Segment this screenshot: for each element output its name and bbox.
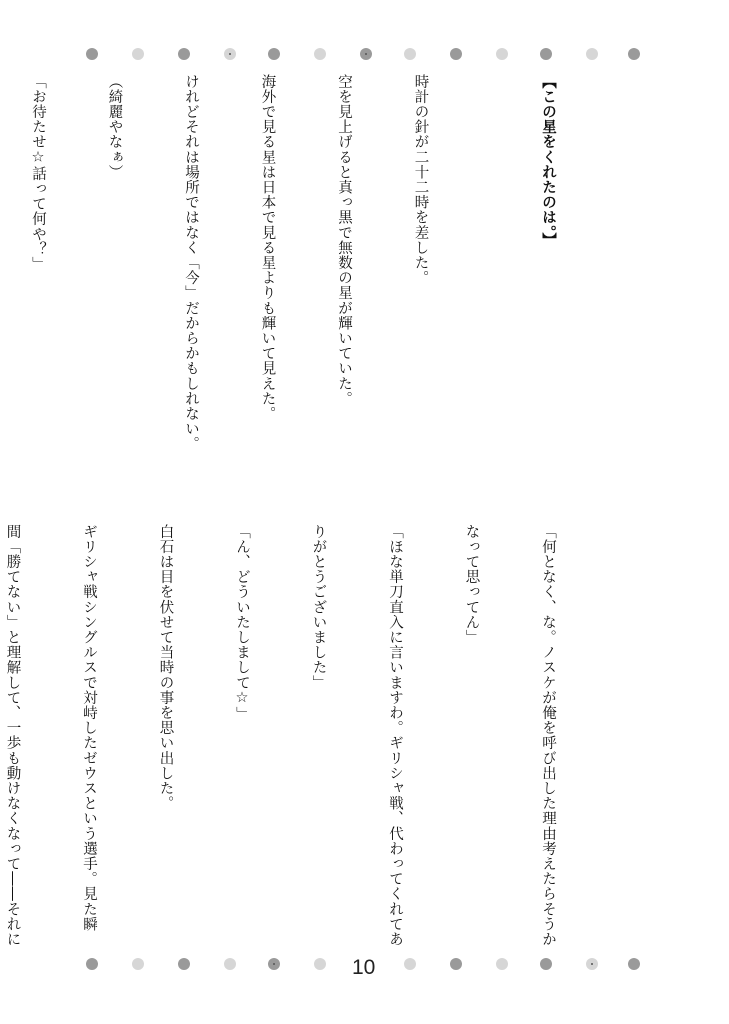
text-line: 「ん、どういたしまして☆」 bbox=[234, 524, 250, 722]
dot-icon bbox=[132, 48, 144, 60]
text-line: 「ほな単刀直入に言いますわ。ギリシャ戦、代わってくれてあ bbox=[387, 524, 403, 947]
upper-text-block bbox=[0, 74, 611, 504]
dot-icon bbox=[586, 48, 598, 60]
text-line: りがとうございました」 bbox=[310, 524, 327, 691]
dot-icon bbox=[404, 958, 416, 970]
dot-icon bbox=[268, 48, 280, 60]
dot-icon bbox=[178, 958, 190, 970]
dot-icon bbox=[268, 958, 280, 970]
dot-icon bbox=[86, 958, 98, 970]
dot-icon bbox=[628, 48, 640, 60]
dot-icon bbox=[586, 958, 598, 970]
dot-icon bbox=[224, 48, 236, 60]
dot-icon bbox=[540, 958, 552, 970]
dot-icon bbox=[314, 48, 326, 60]
text-line: 白石は目を伏せて当時の事を思い出した。 bbox=[157, 524, 174, 811]
dot-icon bbox=[540, 48, 552, 60]
lower-text-block bbox=[0, 524, 611, 954]
dot-icon bbox=[224, 958, 236, 970]
dot-icon bbox=[450, 958, 462, 970]
dot-icon bbox=[450, 48, 462, 60]
dot-icon bbox=[314, 958, 326, 970]
text-line: 海外で見る星は日本で見る星よりも輝いて見えた。 bbox=[259, 74, 276, 422]
dot-icon bbox=[496, 48, 508, 60]
dot-icon bbox=[178, 48, 190, 60]
text-line: 間「勝てない」と理解して、一歩も動けなくなって――それに bbox=[4, 524, 21, 947]
story-title: 【この星をくれたのは。】 bbox=[540, 74, 556, 248]
text-line: 「何となく、な。ノスケが俺を呼び出した理由考えたらそうか bbox=[540, 524, 556, 947]
text-line: 空を見上げると真っ黒で無数の星が輝いていた。 bbox=[336, 74, 352, 407]
text-line: なって思ってん」 bbox=[463, 524, 480, 645]
text-line: けれどそれは場所ではなく「今」だからかもしれない。 bbox=[183, 74, 199, 452]
dot-icon bbox=[132, 958, 144, 970]
dot-icon bbox=[360, 48, 372, 60]
dot-icon bbox=[404, 48, 416, 60]
dot-icon bbox=[496, 958, 508, 970]
text-line: 時計の針が二十二時を差した。 bbox=[412, 74, 429, 286]
dot-icon bbox=[628, 958, 640, 970]
dot-icon bbox=[86, 48, 98, 60]
text-line: ギリシャ戦シングルスで対峙したゼウスという選手。見た瞬 bbox=[81, 524, 97, 932]
text-line: 「お待たせ☆話って何や？」 bbox=[30, 74, 46, 272]
page-number: 10 bbox=[352, 956, 376, 979]
top-dot-divider bbox=[86, 44, 646, 64]
text-line: （綺麗やなぁ） bbox=[106, 74, 123, 180]
